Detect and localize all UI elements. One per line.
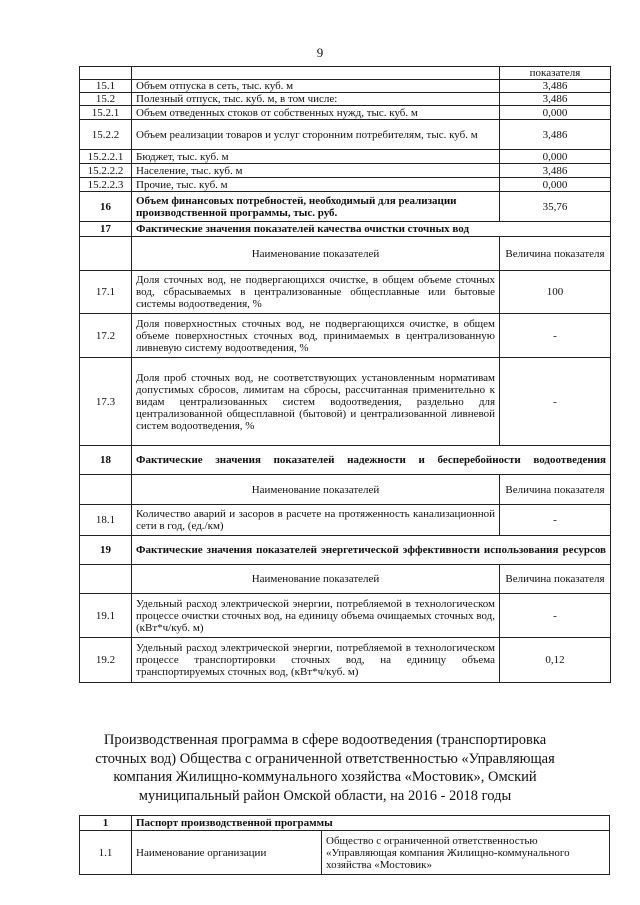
row-value: 3,486 — [500, 93, 611, 106]
row-number: 15.2.1 — [80, 106, 132, 120]
table-row — [80, 106, 611, 120]
column-header-value: Величина показателя — [500, 475, 611, 505]
row-value: 0,000 — [500, 106, 611, 120]
section-number: 19 — [80, 536, 132, 565]
column-header-row — [80, 565, 611, 594]
section-number: 17 — [80, 222, 132, 237]
column-header-value: Величина показателя — [500, 237, 611, 271]
section-header-row — [80, 536, 611, 565]
row-number: 1.1 — [80, 831, 132, 875]
table-row — [80, 271, 611, 314]
page-number: 9 — [316, 45, 324, 60]
row-number: 15.2.2.3 — [80, 178, 132, 192]
section-title: Фактические значения показателей энергетической эффективности использования ресурсов — [132, 536, 611, 565]
row-name: Доля проб сточных вод, не соответствующих установленным нормативам допустимых сбросов, лимитам на сбросы, рассчитанная применительно к видам централизованных систем водоотведения, раздельно для централизованной общесплавной (бытовой) и централизованной ливневой систем водоотведения, % — [132, 358, 500, 446]
column-header-row — [80, 237, 611, 271]
row-value: 0,12 — [500, 638, 611, 683]
table-row — [80, 93, 611, 106]
column-header-value: Величина показателя — [500, 565, 611, 594]
row-number: 16 — [80, 192, 132, 222]
row-number: 15.2.2 — [80, 120, 132, 150]
empty-cell — [80, 67, 132, 80]
row-number: 15.1 — [80, 80, 132, 93]
table-row — [80, 505, 611, 536]
row-number: 19.1 — [80, 594, 132, 638]
row-name: Доля поверхностных сточных вод, не подвергающихся очистке, в общем объеме поверхностных сточных вод, принимаемых в централизованную ливневую систему водоотведения, % — [132, 314, 500, 358]
row-value: 100 — [500, 271, 611, 314]
table-row — [80, 831, 610, 875]
empty-cell — [80, 565, 132, 594]
row-name: Полезный отпуск, тыс. куб. м, в том числе: — [132, 93, 500, 106]
row-number: 17.2 — [80, 314, 132, 358]
table-row — [80, 120, 611, 150]
row-value: - — [500, 314, 611, 358]
section-title: Паспорт производственной программы — [132, 816, 610, 831]
row-name: Удельный расход электрической энергии, потребляемой в технологическом процессе очистки сточных вод, на единицу объема очищаемых сточных вод, (кВт*ч/куб. м) — [132, 594, 500, 638]
row-value: - — [500, 358, 611, 446]
row-number: 15.2.2.2 — [80, 164, 132, 178]
program-title: Производственная программа в сфере водоотведения (транспортировка сточных вод) Общества с ограниченной ответственностью «Управляющая компания Жилищно-коммунального хозяйства «Мостовик», Омский муниципальный район Омской области, на 2016 - 2018 годы — [95, 732, 555, 804]
table-row — [80, 192, 611, 222]
row-number: 17.3 — [80, 358, 132, 446]
column-header-name: Наименование показателей — [132, 475, 500, 505]
table-row — [80, 150, 611, 164]
table-row — [80, 638, 611, 683]
table-row — [80, 358, 611, 446]
section-title: Фактические значения показателей надежности и бесперебойности водоотведения — [132, 446, 611, 475]
section-header-row — [80, 222, 611, 237]
column-header-name: Наименование показателей — [132, 565, 500, 594]
table-row — [80, 67, 611, 80]
table-row — [80, 314, 611, 358]
row-name: Удельный расход электрической энергии, потребляемой в технологическом процессе транспортировки сточных вод, на единицу объема транспортируемых сточных вод, (кВт*ч/куб. м) — [132, 638, 500, 683]
row-value: 35,76 — [500, 192, 611, 222]
passport-table — [79, 815, 610, 875]
table-row — [80, 594, 611, 638]
table-row — [80, 178, 611, 192]
row-value: Общество с ограниченной ответственностью «Управляющая компания Жилищно-коммунального хозяйства «Мостовик» — [322, 831, 610, 875]
section-number: 18 — [80, 446, 132, 475]
section-number: 1 — [80, 816, 132, 831]
column-header-name: Наименование показателей — [132, 237, 500, 271]
section-title: Фактические значения показателей качества очистки сточных вод — [132, 222, 611, 237]
row-value: 3,486 — [500, 164, 611, 178]
row-value: 0,000 — [500, 150, 611, 164]
row-value: 3,486 — [500, 80, 611, 93]
row-name: Количество аварий и засоров в расчете на протяженность канализационной сети в год, (ед./км) — [132, 505, 500, 536]
empty-cell — [80, 237, 132, 271]
row-name: Наименование организации — [132, 831, 322, 875]
empty-cell — [132, 67, 500, 80]
row-value: - — [500, 505, 611, 536]
column-header-row — [80, 475, 611, 505]
row-name: Бюджет, тыс. куб. м — [132, 150, 500, 164]
row-name: Население, тыс. куб. м — [132, 164, 500, 178]
row-name: Объем реализации товаров и услуг сторонним потребителям, тыс. куб. м — [132, 120, 500, 150]
row-name: Объем отпуска в сеть, тыс. куб. м — [132, 80, 500, 93]
row-name: Прочие, тыс. куб. м — [132, 178, 500, 192]
row-number: 17.1 — [80, 271, 132, 314]
row-name: Объем отведенных стоков от собственных нужд, тыс. куб. м — [132, 106, 500, 120]
row-number: 15.2.2.1 — [80, 150, 132, 164]
row-value: - — [500, 594, 611, 638]
row-name: Объем финансовых потребностей, необходимый для реализации производственной программы, тыс. руб. — [132, 192, 500, 222]
row-value: 0,000 — [500, 178, 611, 192]
table-row — [80, 80, 611, 93]
row-value: 3,486 — [500, 120, 611, 150]
table-row — [80, 164, 611, 178]
row-name: Доля сточных вод, не подвергающихся очистке, в общем объеме сточных вод, сбрасываемых в централизованные общесплавные или бытовые системы водоотведения, % — [132, 271, 500, 314]
empty-cell — [80, 475, 132, 505]
row-number: 18.1 — [80, 505, 132, 536]
section-header-row — [80, 446, 611, 475]
header-cell: показателя — [500, 67, 611, 80]
indicators-table — [79, 66, 611, 683]
row-number: 15.2 — [80, 93, 132, 106]
section-header-row — [80, 816, 610, 831]
row-number: 19.2 — [80, 638, 132, 683]
